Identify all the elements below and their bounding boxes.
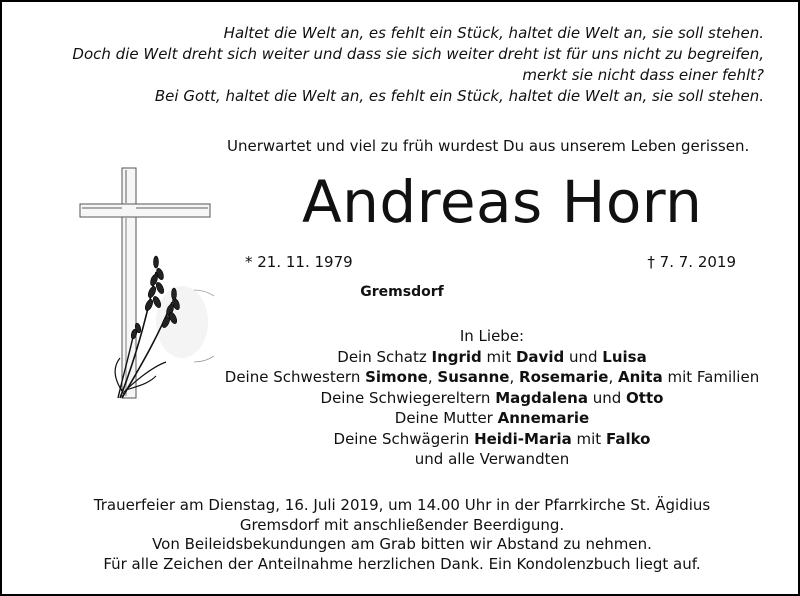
mourner-text: Deine Schwägerin (333, 429, 475, 448)
birth-date: * 21. 11. 1979 (245, 253, 353, 271)
mourner-name: Heidi-Maria (474, 429, 572, 448)
mourner-text: und (587, 388, 627, 407)
notice-line: Von Beileidsbekundungen am Grab bitten wir Abstand zu nehmen. (152, 535, 652, 553)
place-name: Gremsdorf (360, 284, 444, 300)
funeral-notice (62, 496, 742, 574)
mourner-name: Otto (626, 388, 664, 407)
mourners-list (222, 326, 762, 470)
mourner-line (222, 388, 762, 409)
mourner-text: , (608, 368, 618, 386)
mourner-name: Anita (617, 368, 663, 386)
mourner-name: David (515, 347, 565, 366)
mourner-name: Annemarie (497, 409, 590, 427)
mourner-name: Magdalena (495, 388, 588, 407)
mourner-text: , (427, 368, 438, 386)
mourner-text: Deine Mutter (394, 409, 498, 427)
poem-verse (24, 23, 764, 107)
poem-line: merkt sie nicht dass einer fehlt? (522, 66, 764, 84)
mourner-name: Ingrid (431, 347, 482, 366)
mourner-line (222, 408, 762, 429)
mourner-text: Deine Schwestern (224, 368, 366, 386)
mourner-line (222, 347, 762, 368)
poem-line: Doch die Welt dreht sich weiter und dass sie sich weiter dreht ist für uns nicht zu begreifen, (72, 45, 764, 63)
notice-line: Trauerfeier am Dienstag, 16. Juli 2019, um 14.00 Uhr in der Pfarrkirche St. Ägidius (93, 496, 711, 514)
mourner-text: mit (571, 429, 606, 448)
mourner-text: Deine Schwiegereltern (320, 388, 496, 407)
poem-line: Bei Gott, haltet die Welt an, es fehlt ein Stück, haltet die Welt an, sie soll stehen. (154, 87, 764, 105)
mourner-name: Simone (365, 368, 428, 386)
mourner-line (222, 367, 762, 388)
mourner-text: , (509, 368, 520, 386)
death-date: † 7. 7. 2019 (647, 253, 736, 271)
notice-line: Für alle Zeichen der Anteilnahme herzlichen Dank. Ein Kondolenzbuch liegt auf. (103, 554, 701, 573)
intro-text: Unerwartet und viel zu früh wurdest Du aus unserem Leben gerissen. (227, 137, 750, 155)
mourner-line: und alle Verwandten (414, 450, 570, 468)
mourner-text: und (564, 347, 603, 366)
notice-line: Gremsdorf mit anschließender Beerdigung. (239, 515, 565, 534)
mourner-name: Falko (605, 429, 651, 448)
mourner-text: mit (481, 347, 516, 366)
deceased-name: Andreas Horn (302, 168, 703, 236)
mourner-name: Luisa (602, 347, 647, 366)
mourner-name: Rosemarie (519, 368, 609, 386)
mourner-line (222, 429, 762, 450)
mourners-heading: In Liebe: (459, 327, 525, 345)
mourner-name: Susanne (437, 368, 510, 386)
mourner-text: Dein Schatz (337, 347, 432, 366)
mourner-text: mit Familien (662, 368, 760, 386)
poem-line: Haltet die Welt an, es fehlt ein Stück, haltet die Welt an, sie soll stehen. (223, 24, 764, 42)
